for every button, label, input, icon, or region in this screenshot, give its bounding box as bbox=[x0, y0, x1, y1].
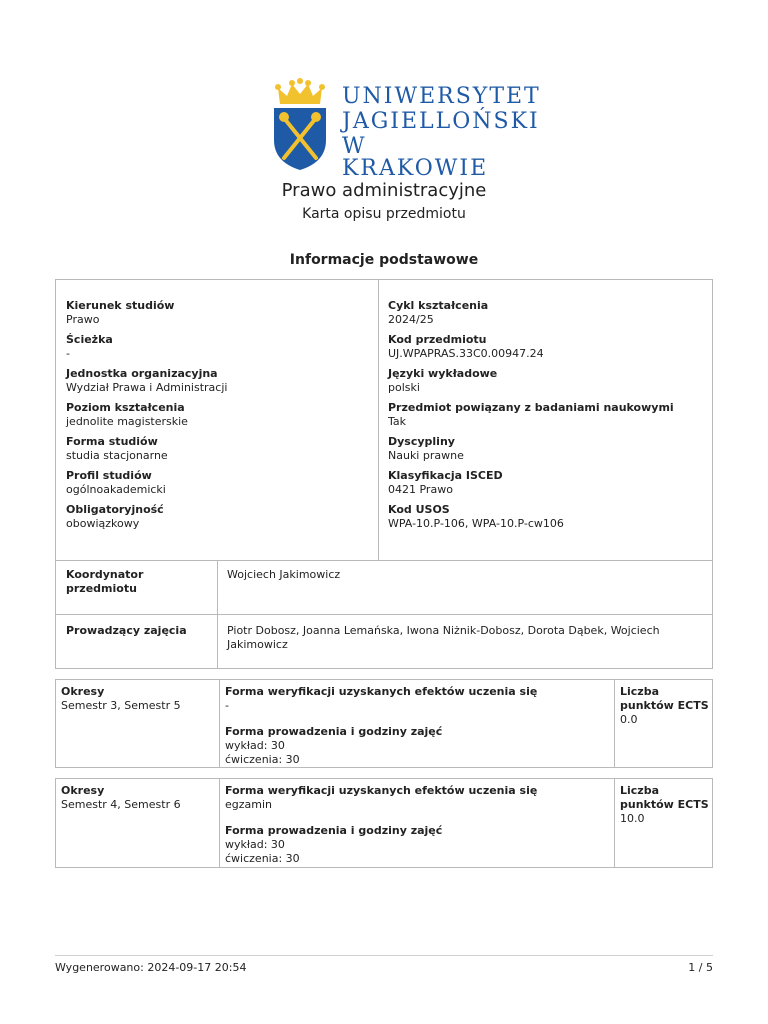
field-study-profile bbox=[66, 469, 366, 497]
info-left-column bbox=[66, 299, 366, 537]
ects-cell bbox=[620, 685, 710, 727]
ects-label: Liczba punktów ECTS bbox=[620, 784, 709, 811]
field-label: Przedmiot powiązany z badaniami naukowymi bbox=[388, 401, 674, 414]
field-label: Jednostka organizacyjna bbox=[66, 367, 218, 380]
periods-cell bbox=[61, 784, 216, 812]
logo-line-1: UNIWERSYTET bbox=[342, 84, 541, 109]
ects-cell bbox=[620, 784, 710, 826]
periods-label: Okresy bbox=[61, 685, 105, 698]
field-label: Profil studiów bbox=[66, 469, 152, 482]
ects-label: Liczba punktów ECTS bbox=[620, 685, 709, 712]
verification-label: Forma weryfikacji uzyskanych efektów uczenia się bbox=[225, 685, 538, 698]
period-table-1 bbox=[55, 679, 713, 768]
field-value: Tak bbox=[388, 415, 407, 428]
field-label: Dyscypliny bbox=[388, 435, 455, 448]
field-disciplines bbox=[388, 435, 708, 463]
basic-info-table bbox=[55, 279, 713, 669]
logo-line-2: JAGIELLOŃSKI bbox=[342, 109, 540, 134]
field-label: Klasyfikacja ISCED bbox=[388, 469, 503, 482]
field-education-level bbox=[66, 401, 366, 429]
field-label: Języki wykładowe bbox=[388, 367, 498, 380]
form-line: ćwiczenia: 30 bbox=[225, 753, 300, 766]
field-path bbox=[66, 333, 366, 361]
logo-line-3: W KRAKOWIE bbox=[342, 134, 489, 181]
field-value: 2024/25 bbox=[388, 313, 434, 326]
verification-cell bbox=[225, 784, 610, 866]
periods-value: Semestr 4, Semestr 6 bbox=[61, 798, 181, 811]
periods-label: Okresy bbox=[61, 784, 105, 797]
field-value: polski bbox=[388, 381, 420, 394]
field-study-form bbox=[66, 435, 366, 463]
periods-cell bbox=[61, 685, 216, 713]
field-value: Prawo bbox=[66, 313, 100, 326]
generated-timestamp: Wygenerowano: 2024-09-17 20:54 bbox=[55, 961, 247, 974]
form-label: Forma prowadzenia i godziny zajęć bbox=[225, 725, 443, 738]
field-value: jednolite magisterskie bbox=[66, 415, 188, 428]
field-label: Kod USOS bbox=[388, 503, 450, 516]
form-line: wykład: 30 bbox=[225, 838, 285, 851]
periods-value: Semestr 3, Semestr 5 bbox=[61, 699, 181, 712]
course-subtitle: Karta opisu przedmiotu bbox=[302, 206, 466, 222]
field-value: 0421 Prawo bbox=[388, 483, 453, 496]
field-value: WPA-10.P-106, WPA-10.P-cw106 bbox=[388, 517, 564, 530]
field-research-related bbox=[388, 401, 708, 429]
field-value: Wydział Prawa i Administracji bbox=[66, 381, 228, 394]
field-education-cycle bbox=[388, 299, 708, 327]
field-label: Forma studiów bbox=[66, 435, 158, 448]
coordinator-value: Wojciech Jakimowicz bbox=[227, 568, 341, 581]
field-value: UJ.WPAPRAS.33C0.00947.24 bbox=[388, 347, 544, 360]
field-label: Cykl kształcenia bbox=[388, 299, 489, 312]
field-value: ogólnoakademicki bbox=[66, 483, 166, 496]
period-table-2 bbox=[55, 778, 713, 868]
footer-divider bbox=[55, 955, 713, 956]
page-number: 1 / 5 bbox=[688, 961, 713, 974]
field-label: Kod przedmiotu bbox=[388, 333, 487, 346]
section-heading: Informacje podstawowe bbox=[289, 252, 479, 268]
field-label: Obligatoryjność bbox=[66, 503, 164, 516]
field-label: Ścieżka bbox=[66, 333, 113, 346]
field-value: obowiązkowy bbox=[66, 517, 140, 530]
field-organizational-unit bbox=[66, 367, 366, 395]
info-right-column bbox=[388, 299, 708, 537]
verification-value: egzamin bbox=[225, 798, 273, 811]
field-course-code bbox=[388, 333, 708, 361]
field-isced bbox=[388, 469, 708, 497]
coordinator-label: Koordynator przedmiotu bbox=[66, 568, 144, 595]
course-title: Prawo administracyjne bbox=[281, 180, 487, 201]
field-label: Poziom kształcenia bbox=[66, 401, 185, 414]
field-study-direction bbox=[66, 299, 366, 327]
field-value: - bbox=[66, 347, 70, 360]
field-value: Nauki prawne bbox=[388, 449, 464, 462]
field-obligatory bbox=[66, 503, 366, 531]
field-languages bbox=[388, 367, 708, 395]
verification-cell bbox=[225, 685, 610, 767]
form-line: wykład: 30 bbox=[225, 739, 285, 752]
ects-value: 10.0 bbox=[620, 812, 645, 825]
form-line: ćwiczenia: 30 bbox=[225, 852, 300, 865]
field-usos-code bbox=[388, 503, 708, 531]
teachers-label: Prowadzący zajęcia bbox=[66, 624, 187, 637]
teachers-value: Piotr Dobosz, Joanna Lemańska, Iwona Niżnik-Dobosz, Dorota Dąbek, Wojciech Jakimowicz bbox=[227, 624, 660, 651]
ects-value: 0.0 bbox=[620, 713, 638, 726]
field-value: studia stacjonarne bbox=[66, 449, 168, 462]
form-label: Forma prowadzenia i godziny zajęć bbox=[225, 824, 443, 837]
field-label: Kierunek studiów bbox=[66, 299, 175, 312]
university-crest-icon bbox=[272, 78, 328, 170]
verification-value: - bbox=[225, 699, 229, 712]
university-logo bbox=[272, 78, 541, 181]
verification-label: Forma weryfikacji uzyskanych efektów uczenia się bbox=[225, 784, 538, 797]
